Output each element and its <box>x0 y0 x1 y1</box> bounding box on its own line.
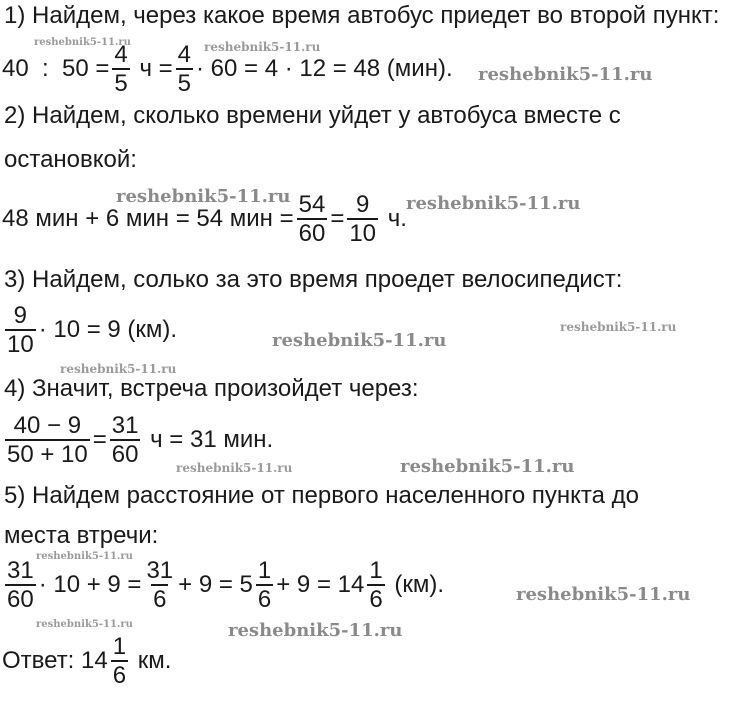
fraction-numerator: 1 <box>257 557 272 584</box>
step1-fraction-2 <box>176 41 193 97</box>
step5-fraction-1 <box>5 557 36 613</box>
step2-fraction-2 <box>347 191 378 247</box>
watermark: reshebnik5-11.ru <box>406 193 581 214</box>
step5-unit: (км). <box>387 571 445 598</box>
fraction-numerator: 1 <box>112 633 127 660</box>
fraction-numerator: 9 <box>356 191 370 218</box>
watermark: reshebnik5-11.ru <box>36 551 133 562</box>
step2-lhs: 48 мин + 6 мин = 54 мин = <box>2 205 294 232</box>
watermark: reshebnik5-11.ru <box>560 320 677 334</box>
watermark: reshebnik5-11.ru <box>478 64 653 85</box>
fraction-denominator: 6 <box>153 586 167 613</box>
answer-line <box>2 633 171 689</box>
step3-equation <box>2 302 177 358</box>
fraction-numerator: 31 <box>146 557 174 584</box>
answer-fraction <box>111 633 128 689</box>
fraction-denominator: 5 <box>114 70 128 97</box>
step1-title: 1) Найдем, через какое время автобус приедет во второй пункт: <box>4 2 720 29</box>
fraction-numerator: 9 <box>13 302 28 329</box>
step4-title: 4) Значит, встреча произойдет через: <box>4 375 419 402</box>
fraction-denominator: 60 <box>111 441 139 468</box>
step4-eq: = <box>92 426 107 453</box>
fraction-numerator: 54 <box>298 191 326 218</box>
step3-rhs: · 10 = 9 (км). <box>38 316 178 343</box>
watermark: reshebnik5-11.ru <box>34 37 131 48</box>
step3-fraction <box>5 302 36 358</box>
step5-title-line2: места втречи: <box>4 522 159 549</box>
fraction-numerator: 1 <box>369 557 383 584</box>
step5-equation <box>2 557 444 613</box>
step5-mid3: + 9 = 14 <box>276 571 365 598</box>
fraction-denominator: 6 <box>257 586 272 613</box>
watermark: reshebnik5-11.ru <box>272 330 447 351</box>
watermark: reshebnik5-11.ru <box>228 620 403 641</box>
step5-fraction-3 <box>256 557 273 613</box>
step2-title-line1: 2) Найдем, сколько времени уйдет у автобуса вместе с <box>4 102 621 129</box>
watermark: reshebnik5-11.ru <box>36 619 133 630</box>
fraction-denominator: 6 <box>369 586 383 613</box>
step2-title-line2: остановкой: <box>4 146 137 173</box>
step1-fraction-1 <box>112 41 129 97</box>
fraction-denominator: 10 <box>7 331 34 358</box>
watermark: reshebnik5-11.ru <box>400 456 575 477</box>
watermark: reshebnik5-11.ru <box>516 584 691 605</box>
step4-fraction-2 <box>110 412 141 468</box>
watermark: reshebnik5-11.ru <box>60 362 177 376</box>
step4-equation <box>2 412 273 468</box>
fraction-numerator: 4 <box>177 41 191 68</box>
step2-unit: ч. <box>381 205 407 232</box>
step5-mid2: + 9 = 5 <box>178 571 253 598</box>
step4-fraction-1 <box>5 412 90 468</box>
answer-prefix: Ответ: 14 <box>2 647 108 674</box>
fraction-denominator: 6 <box>112 662 127 689</box>
fraction-numerator: 4 <box>114 41 128 68</box>
watermark: reshebnik5-11.ru <box>116 186 291 207</box>
step5-fraction-4 <box>367 557 384 613</box>
fraction-denominator: 60 <box>7 586 34 613</box>
step3-title: 3) Найдем, солько за это время проедет велосипедист: <box>4 266 623 293</box>
step1-rhs: · 60 = 4 · 12 = 48 (мин). <box>196 55 453 82</box>
step1-mid: ч = <box>132 55 173 82</box>
step2-fraction-1 <box>297 191 328 247</box>
step4-rhs: ч = 31 мин. <box>143 426 274 453</box>
fraction-numerator: 40 − 9 <box>13 412 82 439</box>
step5-title-line1: 5) Найдем расстояние от первого населенного пункта до <box>4 482 640 509</box>
watermark: reshebnik5-11.ru <box>176 461 293 475</box>
fraction-denominator: 10 <box>349 220 377 247</box>
fraction-denominator: 60 <box>298 220 326 247</box>
step2-eq: = <box>330 205 345 232</box>
step5-mid1: · 10 + 9 = <box>38 571 142 598</box>
fraction-denominator: 5 <box>177 70 191 97</box>
watermark: reshebnik5-11.ru <box>204 40 321 54</box>
fraction-denominator: 50 + 10 <box>7 441 88 468</box>
step1-lhs: 40 : 50 = <box>2 55 110 82</box>
answer-unit: км. <box>131 647 172 674</box>
step5-fraction-2 <box>144 557 175 613</box>
fraction-numerator: 31 <box>111 412 139 439</box>
fraction-numerator: 31 <box>7 557 34 584</box>
